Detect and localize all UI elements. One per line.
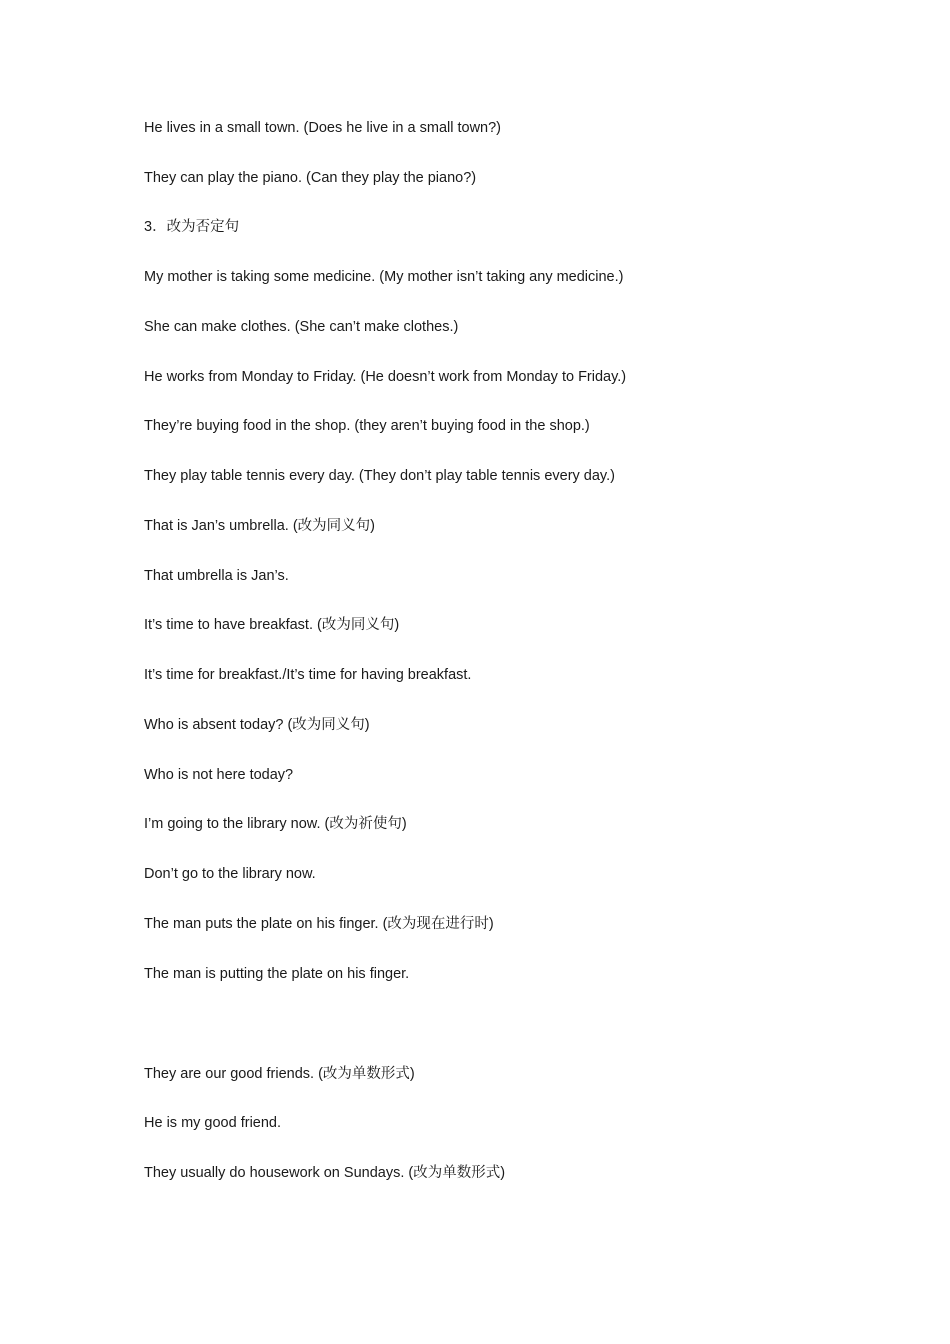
text-line: They play table tennis every day. (They don’t play table tennis every day.): [144, 468, 615, 484]
text-line: He is my good friend.: [144, 1115, 282, 1131]
text-line: She can make clothes. (She can’t make clothes.): [144, 319, 459, 335]
section-heading: 3．改为否定句: [144, 219, 240, 235]
text-line: That umbrella is Jan’s.: [144, 568, 289, 584]
text-line: That is Jan’s umbrella. (改为同义句): [144, 518, 375, 534]
text-line: He lives in a small town. (Does he live in a small town?): [144, 120, 501, 136]
text-line: They can play the piano. (Can they play the piano?): [144, 170, 477, 186]
text-line: They usually do housework on Sundays. (改为单数形式): [144, 1165, 506, 1181]
text-line: He works from Monday to Friday. (He doesn’t work from Monday to Friday.): [144, 369, 627, 385]
text-line: It’s time to have breakfast. (改为同义句): [144, 617, 400, 633]
text-line: The man is putting the plate on his finger.: [144, 966, 410, 982]
text-line: Don’t go to the library now.: [144, 866, 316, 882]
text-line: I’m going to the library now. (改为祈使句): [144, 816, 407, 832]
text-line: They’re buying food in the shop. (they aren’t buying food in the shop.): [144, 418, 590, 434]
text-line: The man puts the plate on his finger. (改为现在进行时): [144, 916, 494, 932]
text-line: Who is absent today? (改为同义句): [144, 717, 370, 733]
text-line: It’s time for breakfast./It’s time for having breakfast.: [144, 667, 472, 683]
text-line: My mother is taking some medicine. (My mother isn’t taking any medicine.): [144, 269, 624, 285]
text-line: They are our good friends. (改为单数形式): [144, 1066, 415, 1082]
text-line: Who is not here today?: [144, 767, 294, 783]
